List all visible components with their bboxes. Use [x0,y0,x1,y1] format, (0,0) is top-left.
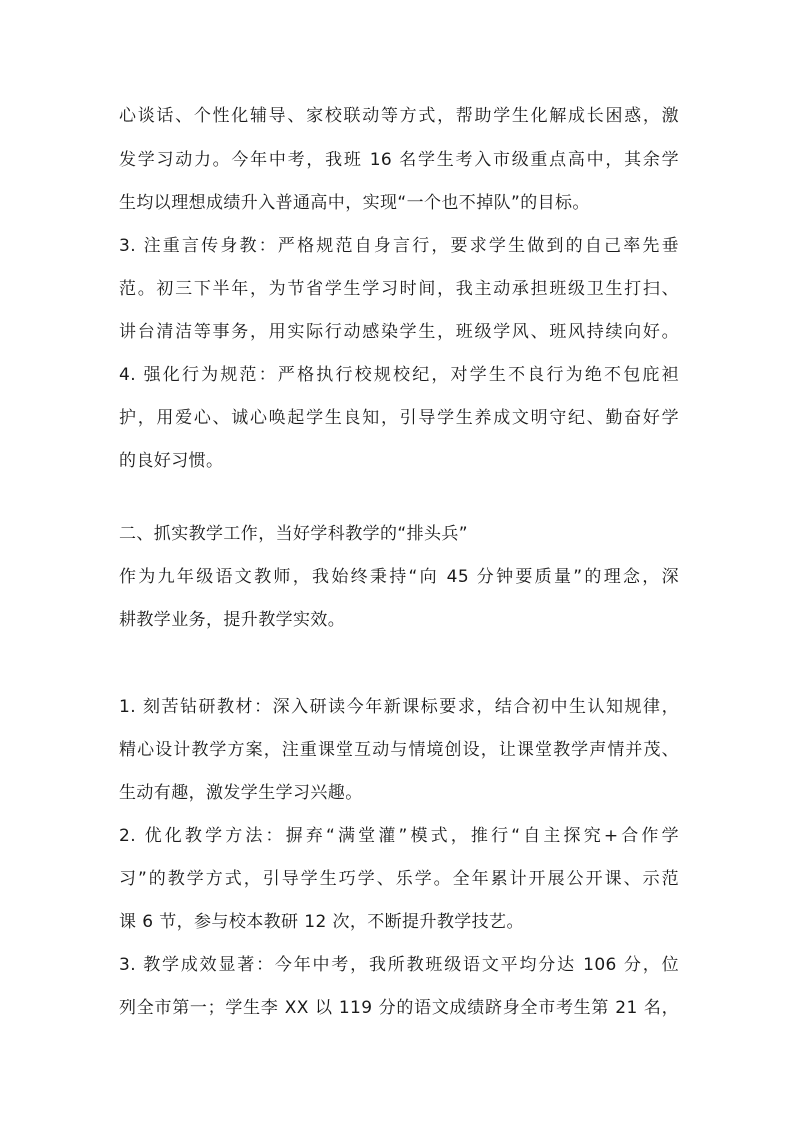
section-heading: 二、抓实教学工作，当好学科教学的“排头兵” [119,524,469,544]
paragraph-line: 习”的教学方式，引导学生巧学、乐学。全年累计开展公开课、示范 [119,869,679,889]
list-item-3-line: 3. 教学成效显著：今年中考，我所教班级语文平均分达 106 分，位 [119,955,679,975]
paragraph-line: 发学习动力。今年中考，我班 16 名学生考入市级重点高中，其余学 [119,150,679,170]
paragraph-line: 生均以理想成绩升入普通高中，实现“一个也不掉队”的目标。 [119,193,590,213]
list-item-4-line: 4. 强化行为规范：严格执行校规校纪，对学生不良行为绝不包庇袒 [119,365,679,385]
paragraph-line: 心谈话、个性化辅导、家校联动等方式，帮助学生化解成长困惑，激 [119,106,679,126]
paragraph-line: 生动有趣，激发学生学习兴趣。 [119,783,363,803]
paragraph-line: 范。初三下半年，为节省学生学习时间，我主动承担班级卫生打扫、 [119,279,679,299]
paragraph-line: 作为九年级语文教师，我始终秉持“向 45 分钟要质量”的理念，深 [119,567,679,587]
paragraph-line: 耕教学业务，提升教学实效。 [119,610,346,630]
list-item-1-line: 1. 刻苦钻研教材：深入研读今年新课标要求，结合初中生认知规律， [119,697,679,717]
paragraph-line: 护，用爱心、诚心唤起学生良知，引导学生养成文明守纪、勤奋好学 [119,408,679,428]
paragraph-line: 课 6 节，参与校本教研 12 次，不断提升教学技艺。 [119,912,524,932]
list-item-3-line: 3. 注重言传身教：严格规范自身言行，要求学生做到的自己率先垂 [119,236,679,256]
paragraph-line: 讲台清洁等事务，用实际行动感染学生，班级学风、班风持续向好。 [119,322,679,342]
paragraph-line: 的良好习惯。 [119,451,224,471]
list-item-2-line: 2. 优化教学方法：摒弃“满堂灌”模式，推行“自主探究+合作学 [119,826,679,846]
paragraph-line: 列全市第一；学生李 XX 以 119 分的语文成绩跻身全市考生第 21 名， [119,998,679,1018]
paragraph-line: 精心设计教学方案，注重课堂互动与情境创设，让课堂教学声情并茂、 [119,740,679,760]
